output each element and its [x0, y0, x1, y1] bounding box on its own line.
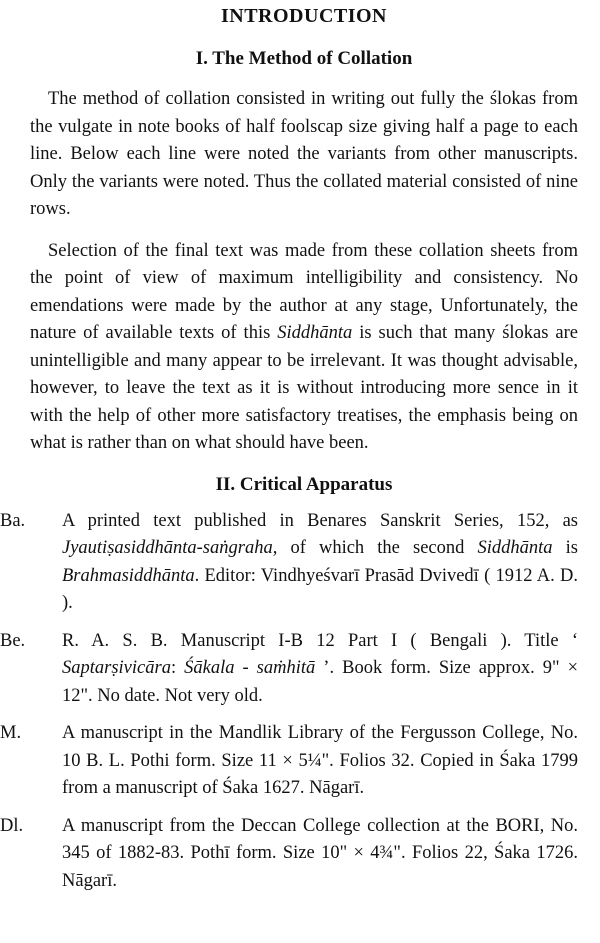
- text-run: Selection of the final text was made from these collation sheets from the point of view of maximum intelligibility and consistency. No emendations were made by the author at any stage, Unfortunately, the nature of available texts of this: [30, 240, 578, 343]
- italic-term: Siddhānta: [477, 538, 553, 558]
- entry-siglum: Be.: [0, 630, 26, 651]
- text-run: is: [552, 538, 578, 558]
- entry-siglum: M.: [0, 723, 22, 743]
- section-title-critical-apparatus: II. Critical Apparatus: [215, 473, 393, 495]
- apparatus-entry-m: [0, 720, 578, 803]
- entry-description: A manuscript in the Mandlik Library of the Fergusson College, No. 10 B. L. Pothi form. Size 11 × 5¼". Folios 32. Copied in Śaka 1799 from a manuscript of Śaka 1627. Nāgarī.: [62, 723, 578, 798]
- entry-description: [46, 628, 578, 711]
- text-run: :: [170, 658, 185, 678]
- text-run: . Editor: Vindhyeśvarī Prasād Dvivedī ( 1912 A. D. ).: [62, 565, 578, 613]
- italic-term: Jyautiṣasiddhānta-saṅgraha: [62, 538, 273, 558]
- section-title-method-of-collation: I. The Method of Collation: [195, 48, 413, 69]
- apparatus-entry-dl: [0, 813, 578, 896]
- text-run: is such that many ślokas are unintelligible and many appear to be irrelevant. It was thought advisable, however, to leave the text as it is without introducing more sence in it with the help of other more satisfactory treatises, the emphasis being on what is rather than on what should have been.: [30, 323, 578, 453]
- italic-term: Brahmasiddhānta: [62, 565, 195, 586]
- italic-term: Siddhānta: [277, 323, 353, 343]
- page-heading: INTRODUCTION: [220, 5, 388, 27]
- italic-term: Śākala - saṁhitā: [184, 658, 316, 678]
- text-run: R. A. S. B. Manuscript I-B 12 Part I ( Bengali ). Title ‘: [62, 630, 578, 651]
- entry-description: [46, 508, 578, 618]
- apparatus-entry-be: [0, 628, 579, 711]
- text-run: , of which the second: [272, 538, 478, 558]
- paragraph-text-selection: [30, 238, 578, 458]
- entry-description: A manuscript from the Deccan College collection at the BORI, No. 345 of 1882-83. Pothī form. Size 10" × 4¾". Folios 22, Śaka 1726. Nāgarī.: [62, 815, 578, 891]
- apparatus-entry-ba: [0, 508, 578, 618]
- apparatus-list: [0, 508, 579, 896]
- entry-siglum: Dl.: [0, 815, 24, 836]
- italic-term: Saptarṣivicāra: [62, 658, 171, 678]
- text-run: A printed text published in Benares Sanskrit Series, 152, as: [62, 510, 578, 531]
- entry-siglum: Ba.: [0, 510, 26, 531]
- paragraph-collation-method: The method of collation consisted in writing out fully the ślokas from the vulgate in note books of half foolscap size giving half a page to each line. Below each line were noted the variants from other manuscripts. Only the variants were noted. Thus the collated material consisted of nine rows.: [30, 89, 578, 219]
- text-run: ’. Book form. Size approx. 9" × 12". No date. Not very old.: [62, 658, 579, 706]
